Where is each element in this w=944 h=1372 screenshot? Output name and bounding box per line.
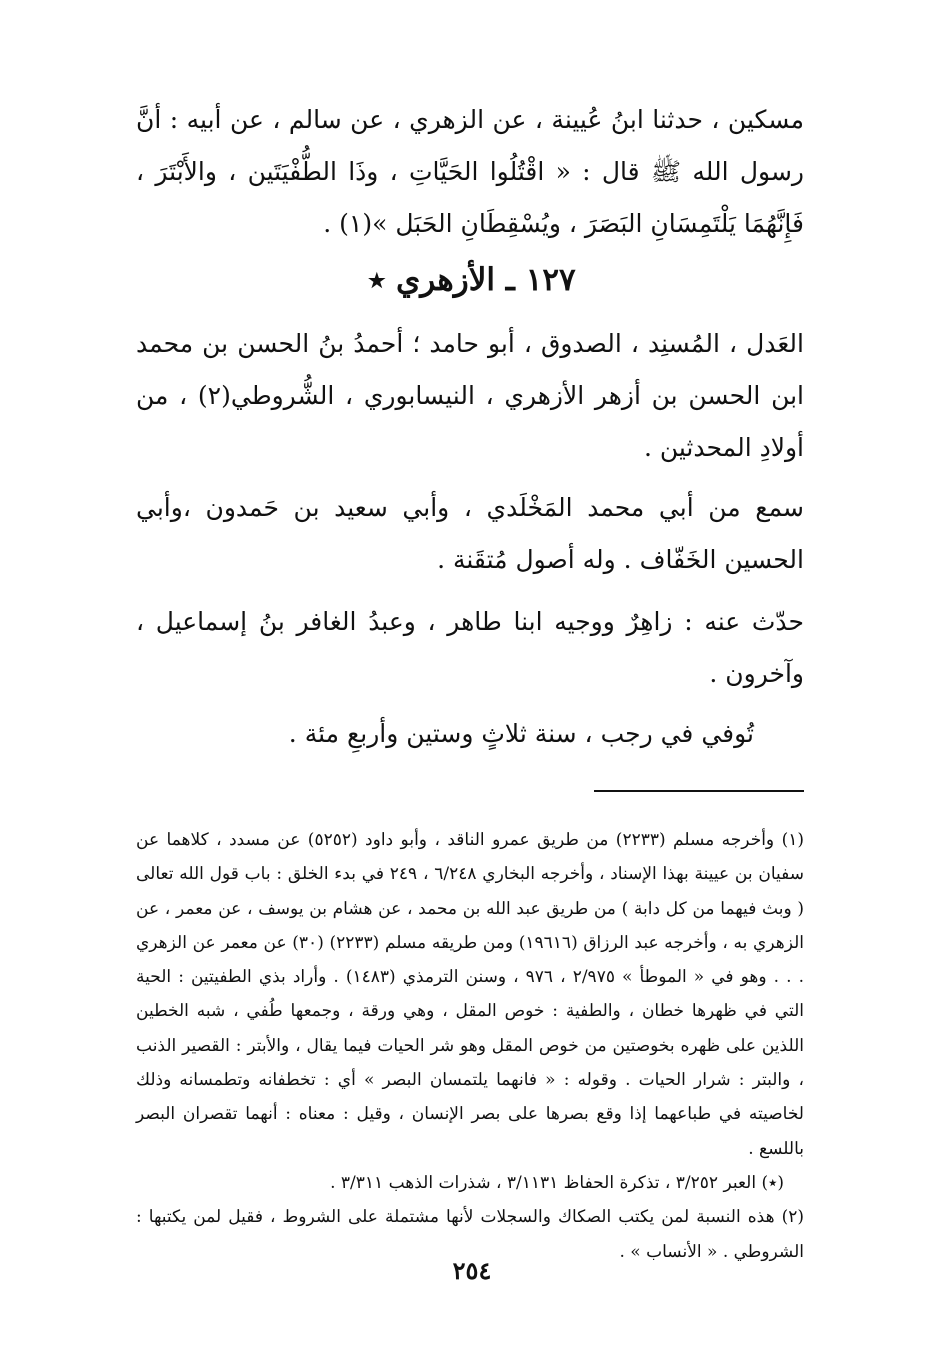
biography-paragraph-name [136, 318, 804, 474]
paragraph-text: سمع من أبي محمد المَخْلَدي ، وأبي سعيد بن حَمدون ،وأبي الحسين الخَفّاف . وله أصول مُتقَنة . [136, 493, 804, 574]
biography-heading: ١٢٧ ـ الأزهري ٭ [368, 262, 576, 298]
footnote-star: (٭) العبر ٣/٢٥٢ ، تذكرة الحفاظ ٣/١١٣١ ، شذرات الذهب ٣/٣١١ . [330, 1172, 784, 1193]
intro-block [136, 94, 804, 250]
footnote-1: (١) وأخرجه مسلم (٢٢٣٣) من طريق عمرو الناقد ، وأبو داود (٥٢٥٢) عن مسدد ، كلاهما عن سفيان بن عيينة بهذا الإسناد ، وأخرجه البخاري ٦/٢٤٨ ، ٢٤٩ في بدء الخلق : باب قول الله تعالى ( وبث فيهما من كل دابة ) من طريق عبد الله بن محمد ، عن هشام بن يوسف ، عن معمر ، عن الزهري به ، وأخرجه عبد الرزاق (١٩٦١٦) ومن طريقه مسلم (٢٢٣٣) (٣٠) عن معمر عن الزهري . . . وهو في « الموطأ » ٢/٩٧٥ ، ٩٧٦ ، وسنن الترمذي (١٤٨٣) . وأراد بذي الطفيتين : الحية التي في ظهرها خطان ، والطفية : خوص المقل ، وهي ورقة ، وجمعها طُفي ، شبه الخطين اللذين على ظهره بخوصتين من خوص المقل وهو شر الحيات فيما يقال ، والأبتر : القصير الذنب ، والبتر : شرار الحيات . وقوله : « فانهما يلتمسان البصر » أي : تخطفانه وتطمسانه وذلك لخاصيته في طباعهما إذا وقع بصرها على بصر الإنسان ، وقيل : معناه : أنهما تقصران البصر باللسع . [136, 830, 805, 1159]
footnote-2: (٢) هذه النسبة لمن يكتب الصكاك والسجلات لأنها مشتملة على الشروط ، فقيل لمن يكتبها : الشروطي . « الأنساب » . [136, 1207, 804, 1262]
page-number: ٢٥٤ [452, 1256, 492, 1285]
footnotes [136, 823, 804, 1269]
paragraph-text: العَدل ، المُسنِد ، الصدوق ، أبو حامد ؛ أحمدُ بنُ الحسن بن محمد ابن الحسن بن أزهر الأزهري ، النيسابوري ، الشُّروطي(٢) ، من أولادِ المحدثين . [136, 329, 805, 462]
biography-paragraph-teachers [136, 482, 804, 586]
paragraph-text: حدّث عنه : زاهِرٌ ووجيه ابنا طاهر ، وعبدُ الغافر بنُ إسماعيل ، وآخرون . [136, 607, 804, 688]
intro-paragraph: مسكين ، حدثنا ابنُ عُيينة ، عن الزهري ، عن سالم ، عن أبيه : أنَّ رسول الله ﷺ قال : « اقْتُلُوا الحَيَّاتِ ، وذَا الطُّفْيَتَين ، والأَبْتَرَ ، فَإِنَّهُمَا يَلْتَمِسَانِ البَصَرَ ، ويُسْقِطَانِ الحَبَل »(١) . [136, 105, 804, 238]
biography-paragraph-death [136, 708, 754, 760]
biography-paragraph-students [136, 596, 804, 700]
paragraph-text: تُوفي في رجب ، سنة ثلاثٍ وستين وأربعِ مئة . [288, 719, 754, 748]
footnote-divider [594, 790, 804, 792]
